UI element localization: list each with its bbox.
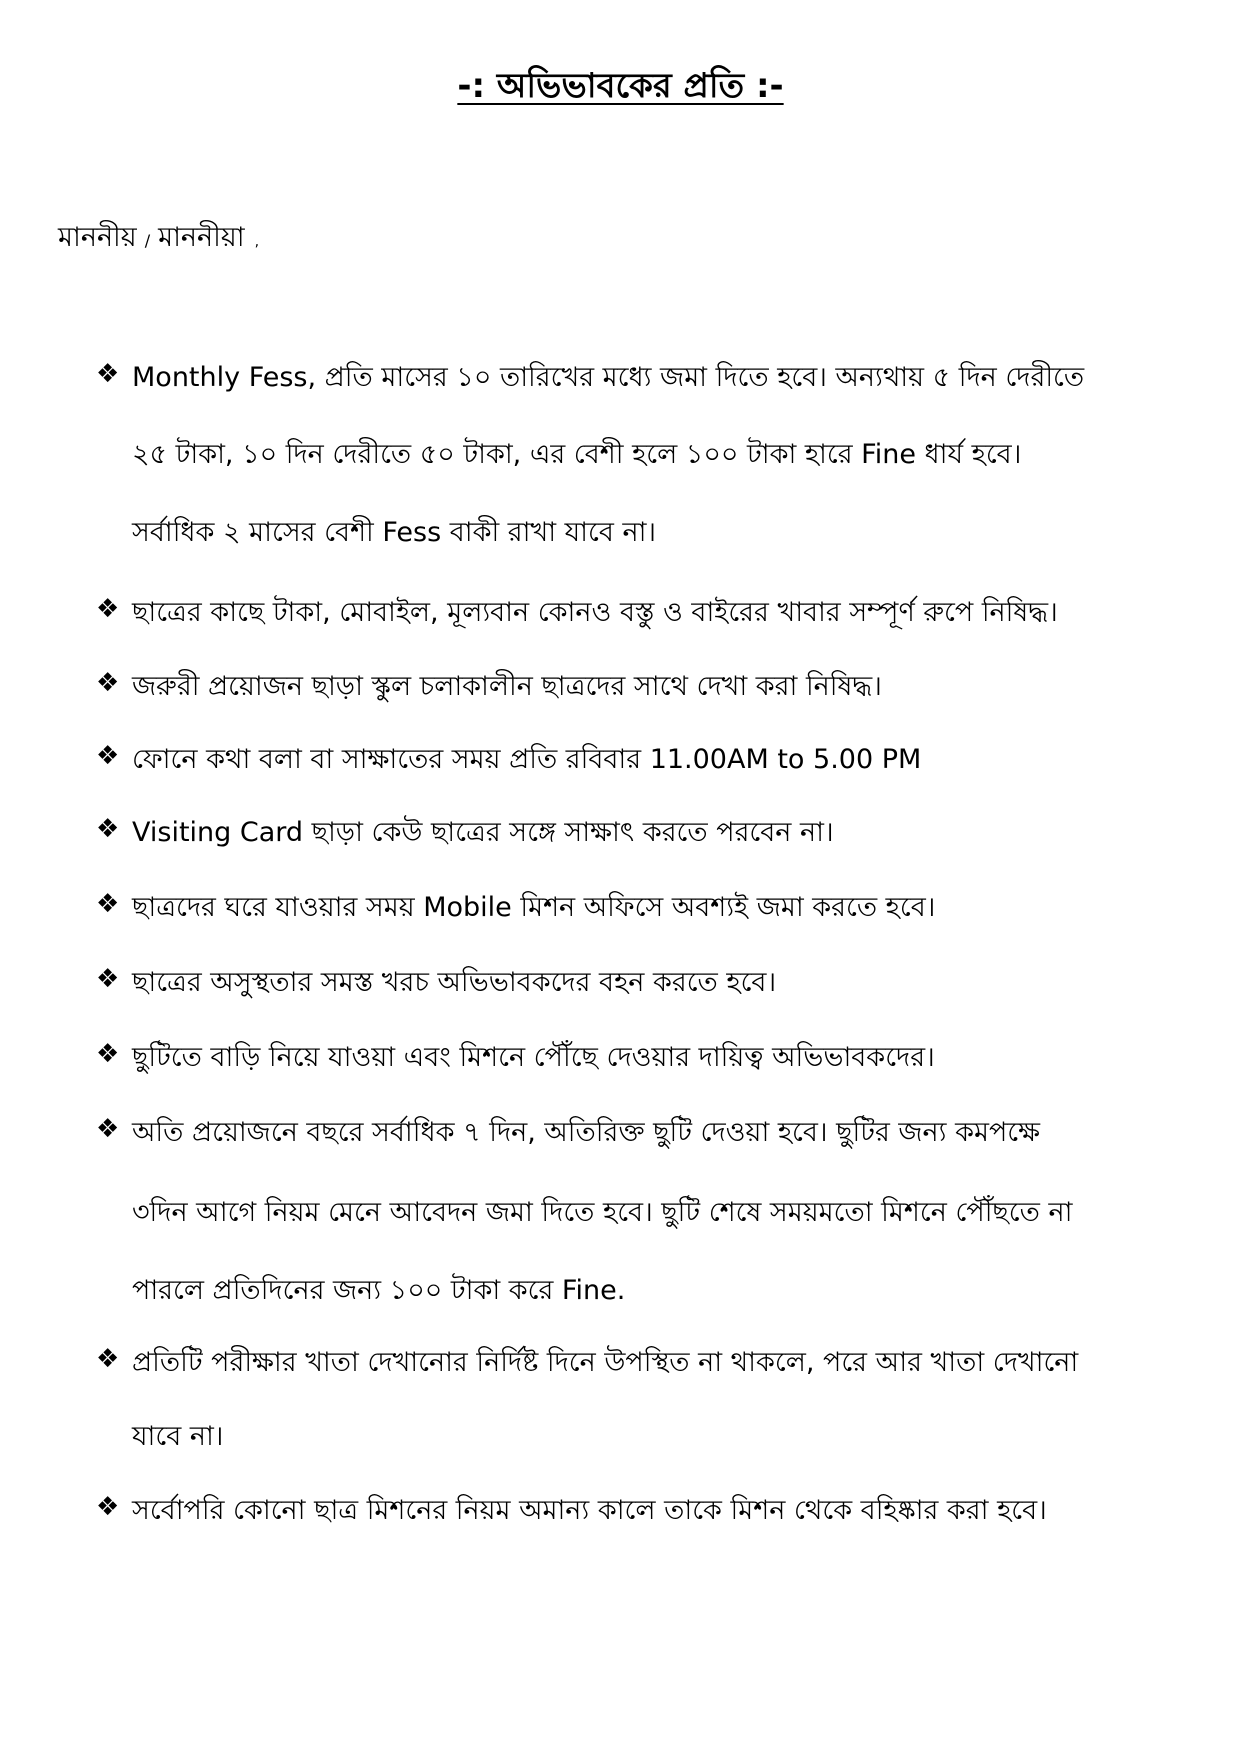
rule-line: যাবে না। xyxy=(132,1421,224,1452)
rule-line: ছাত্রের অসুস্থতার সমস্ত খরচ অভিভাবকদের বহন করতে হবে। xyxy=(132,967,777,998)
salutation-separator: / xyxy=(144,231,151,250)
rule-item xyxy=(96,962,1186,1002)
rule-line: সর্বোপরি কোনো ছাত্র মিশনের নিয়ম অমান্য কালে তাকে মিশন থেকে বহিষ্কার করা হবে। xyxy=(132,1495,1047,1526)
rule-item xyxy=(96,812,1186,852)
bullet-icon: ❖ xyxy=(96,964,120,994)
rule-line: ২৫ টাকা, ১০ দিন দেরীতে ৫০ টাকা, এর বেশী হলে ১০০ টাকা হারে Fine ধার্য হবে। xyxy=(132,439,1022,470)
bullet-icon: ❖ xyxy=(96,668,120,698)
rule-line: ছাত্রের কাছে টাকা, মোবাইল, মূল্যবান কোনও বস্তু ও বাইরের খাবার সম্পূর্ণ রুপে নিষিদ্ধ। xyxy=(132,597,1058,628)
rule-line: ফোনে কথা বলা বা সাক্ষাতের সময় প্রতি রবিবার 11.00AM to 5.00 PM xyxy=(132,744,922,775)
bullet-icon: ❖ xyxy=(96,1114,120,1144)
page-title xyxy=(0,62,1241,110)
rule-item xyxy=(96,592,1186,632)
bullet-icon: ❖ xyxy=(96,889,120,919)
salutation-part2: মাননীয়া xyxy=(158,222,245,253)
rule-line: ছুটিতে বাড়ি নিয়ে যাওয়া এবং মিশনে পৌঁছে দেওয়ার দায়িত্ব অভিভাবকদের। xyxy=(132,1042,935,1073)
rule-line: জরুরী প্রয়োজন ছাড়া স্কুল চলাকালীন ছাত্রদের সাথে দেখা করা নিষিদ্ধ। xyxy=(132,671,882,702)
bullet-icon: ❖ xyxy=(96,814,120,844)
bullet-icon: ❖ xyxy=(96,1492,120,1522)
bullet-icon: ❖ xyxy=(96,1039,120,1069)
rule-line: পারলে প্রতিদিনের জন্য ১০০ টাকা করে Fine. xyxy=(132,1275,626,1306)
rule-item xyxy=(96,357,1186,552)
bullet-icon: ❖ xyxy=(96,594,120,624)
rule-line: ৩দিন আগে নিয়ম মেনে আবেদন জমা দিতে হবে। ছুটি শেষে সময়মতো মিশনে পৌঁছতে না xyxy=(132,1197,1073,1228)
rule-item xyxy=(96,666,1186,706)
bullet-icon: ❖ xyxy=(96,1344,120,1374)
rule-item xyxy=(96,1037,1186,1077)
bullet-icon: ❖ xyxy=(96,359,120,389)
rule-line: ছাত্রদের ঘরে যাওয়ার সময় Mobile মিশন অফিসে অবশ্যই জমা করতে হবে। xyxy=(132,892,936,923)
salutation xyxy=(58,218,259,262)
rule-line: অতি প্রয়োজনে বছরে সর্বাধিক ৭ দিন, অতিরিক্ত ছুটি দেওয়া হবে। ছুটির জন্য কমপক্ষে xyxy=(132,1117,1041,1148)
rule-item xyxy=(96,887,1186,927)
salutation-end: , xyxy=(254,234,260,250)
salutation-part1: মাননীয় xyxy=(58,222,137,253)
rule-line: সর্বাধিক ২ মাসের বেশী Fess বাকী রাখা যাবে না। xyxy=(132,517,657,548)
rule-item xyxy=(96,1112,1186,1310)
rule-item xyxy=(96,739,1186,779)
rule-line: Monthly Fess, প্রতি মাসের ১০ তারিখের মধ্যে জমা দিতে হবে। অন্যথায় ৫ দিন দেরীতে xyxy=(132,362,1085,393)
rule-item xyxy=(96,1342,1186,1456)
rule-line: প্রতিটি পরীক্ষার খাতা দেখানোর নির্দিষ্ট দিনে উপস্থিত না থাকলে, পরে আর খাতা দেখানো xyxy=(132,1347,1079,1378)
bullet-icon: ❖ xyxy=(96,741,120,771)
rule-line: Visiting Card ছাড়া কেউ ছাত্রের সঙ্গে সাক্ষাৎ করতে পরবেন না। xyxy=(132,817,834,848)
rule-item xyxy=(96,1490,1186,1530)
title-text: -: অভিভাবকের প্রতি :- xyxy=(457,66,784,106)
